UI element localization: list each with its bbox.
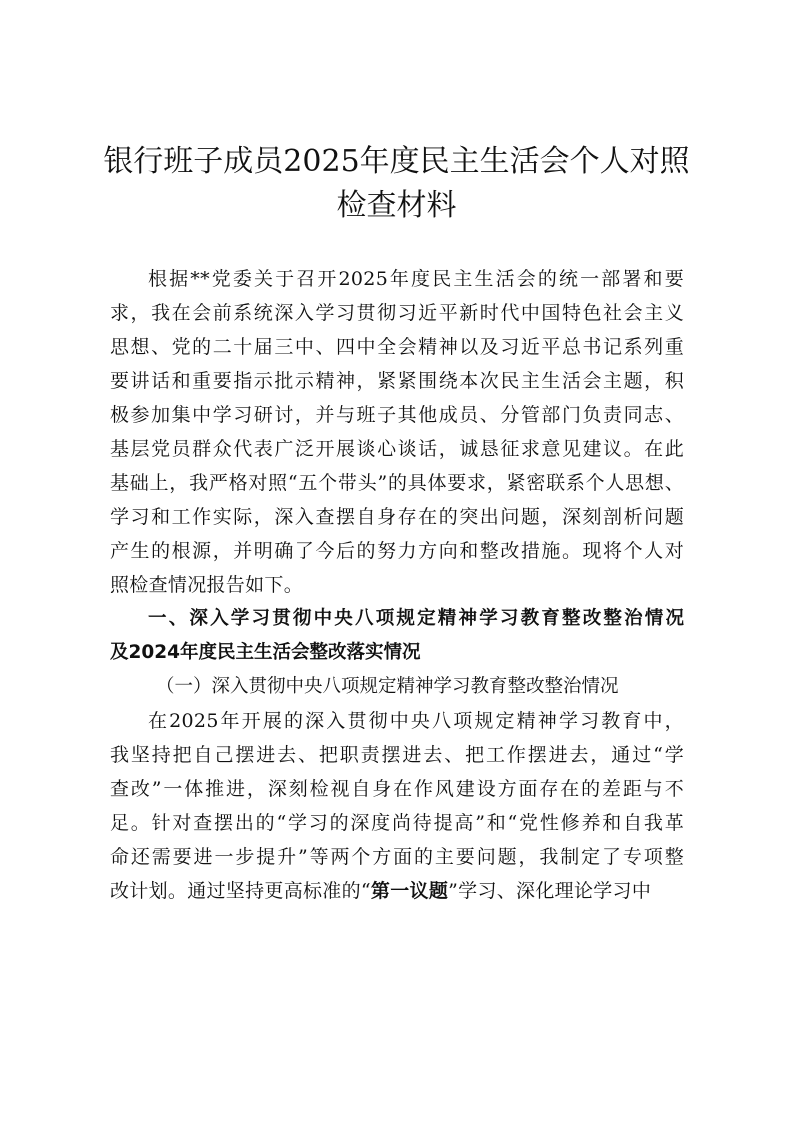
intro-line: 要讲话和重要指示批示精神，紧紧围绕本次民主生活会主题，积 (110, 370, 684, 392)
subsection-1-line: 足。针对查摆出的“学习的深度尚待提高”和“党性修养和自我革 (110, 812, 684, 834)
intro-line: 求，我在会前系统深入学习贯彻习近平新时代中国特色社会主义 (110, 302, 684, 324)
emphasis-first-topic: 第一议题 (370, 880, 449, 902)
section-1-heading-line: 及2024年度民主生活会整改落实情况 (110, 642, 421, 663)
subsection-1-last-line (110, 874, 684, 908)
intro-line: 产生的根源，并明确了今后的努力方向和整改措施。现将个人对 (110, 540, 684, 562)
subsection-1-paragraph (110, 704, 684, 908)
intro-line: 极参加集中学习研讨，并与班子其他成员、分管部门负责同志、 (110, 404, 684, 426)
subsection-1-line: 我坚持把自己摆进去、把职责摆进去、把工作摆进去，通过“学 (110, 744, 684, 766)
document-title (100, 140, 693, 228)
section-1-heading (110, 602, 684, 670)
intro-line: 照检查情况报告如下。 (110, 574, 304, 596)
subsection-1-line: 查改”一体推进，深刻检视自身在作风建设方面存在的差距与不 (110, 778, 684, 800)
title-line-1: 银行班子成员2025年度民主生活会个人对照 (103, 144, 690, 179)
subsection-1-text-part: ”学习、深化理论学习中 (448, 880, 652, 902)
intro-paragraph (110, 262, 684, 602)
subsection-1-heading: （一）深入贯彻中央八项规定精神学习教育整改整治情况 (156, 676, 619, 697)
intro-line: 学习和工作实际，深入查摆自身存在的突出问题，深刻剖析问题 (110, 506, 684, 528)
intro-line: 根据**党委关于召开2025年度民主生活会的统一部署和要 (148, 268, 684, 290)
document-body (110, 262, 684, 908)
intro-line: 思想、党的二十届三中、四中全会精神以及习近平总书记系列重 (110, 336, 684, 358)
section-1-heading-line: 一、深入学习贯彻中央八项规定精神学习教育整改整治情况 (148, 608, 684, 629)
intro-line: 基础上，我严格对照“五个带头”的具体要求，紧密联系个人思想、 (110, 472, 684, 494)
subsection-1-text-part: 改计划。通过坚持更高标准的“ (110, 880, 371, 902)
intro-line: 基层党员群众代表广泛开展谈心谈话，诚恳征求意见建议。在此 (110, 438, 684, 460)
subsection-1-line: 命还需要进一步提升”等两个方面的主要问题，我制定了专项整 (110, 846, 684, 868)
title-line-2: 检查材料 (336, 188, 457, 223)
subsection-1-line: 在2025年开展的深入贯彻中央八项规定精神学习教育中， (148, 710, 684, 732)
